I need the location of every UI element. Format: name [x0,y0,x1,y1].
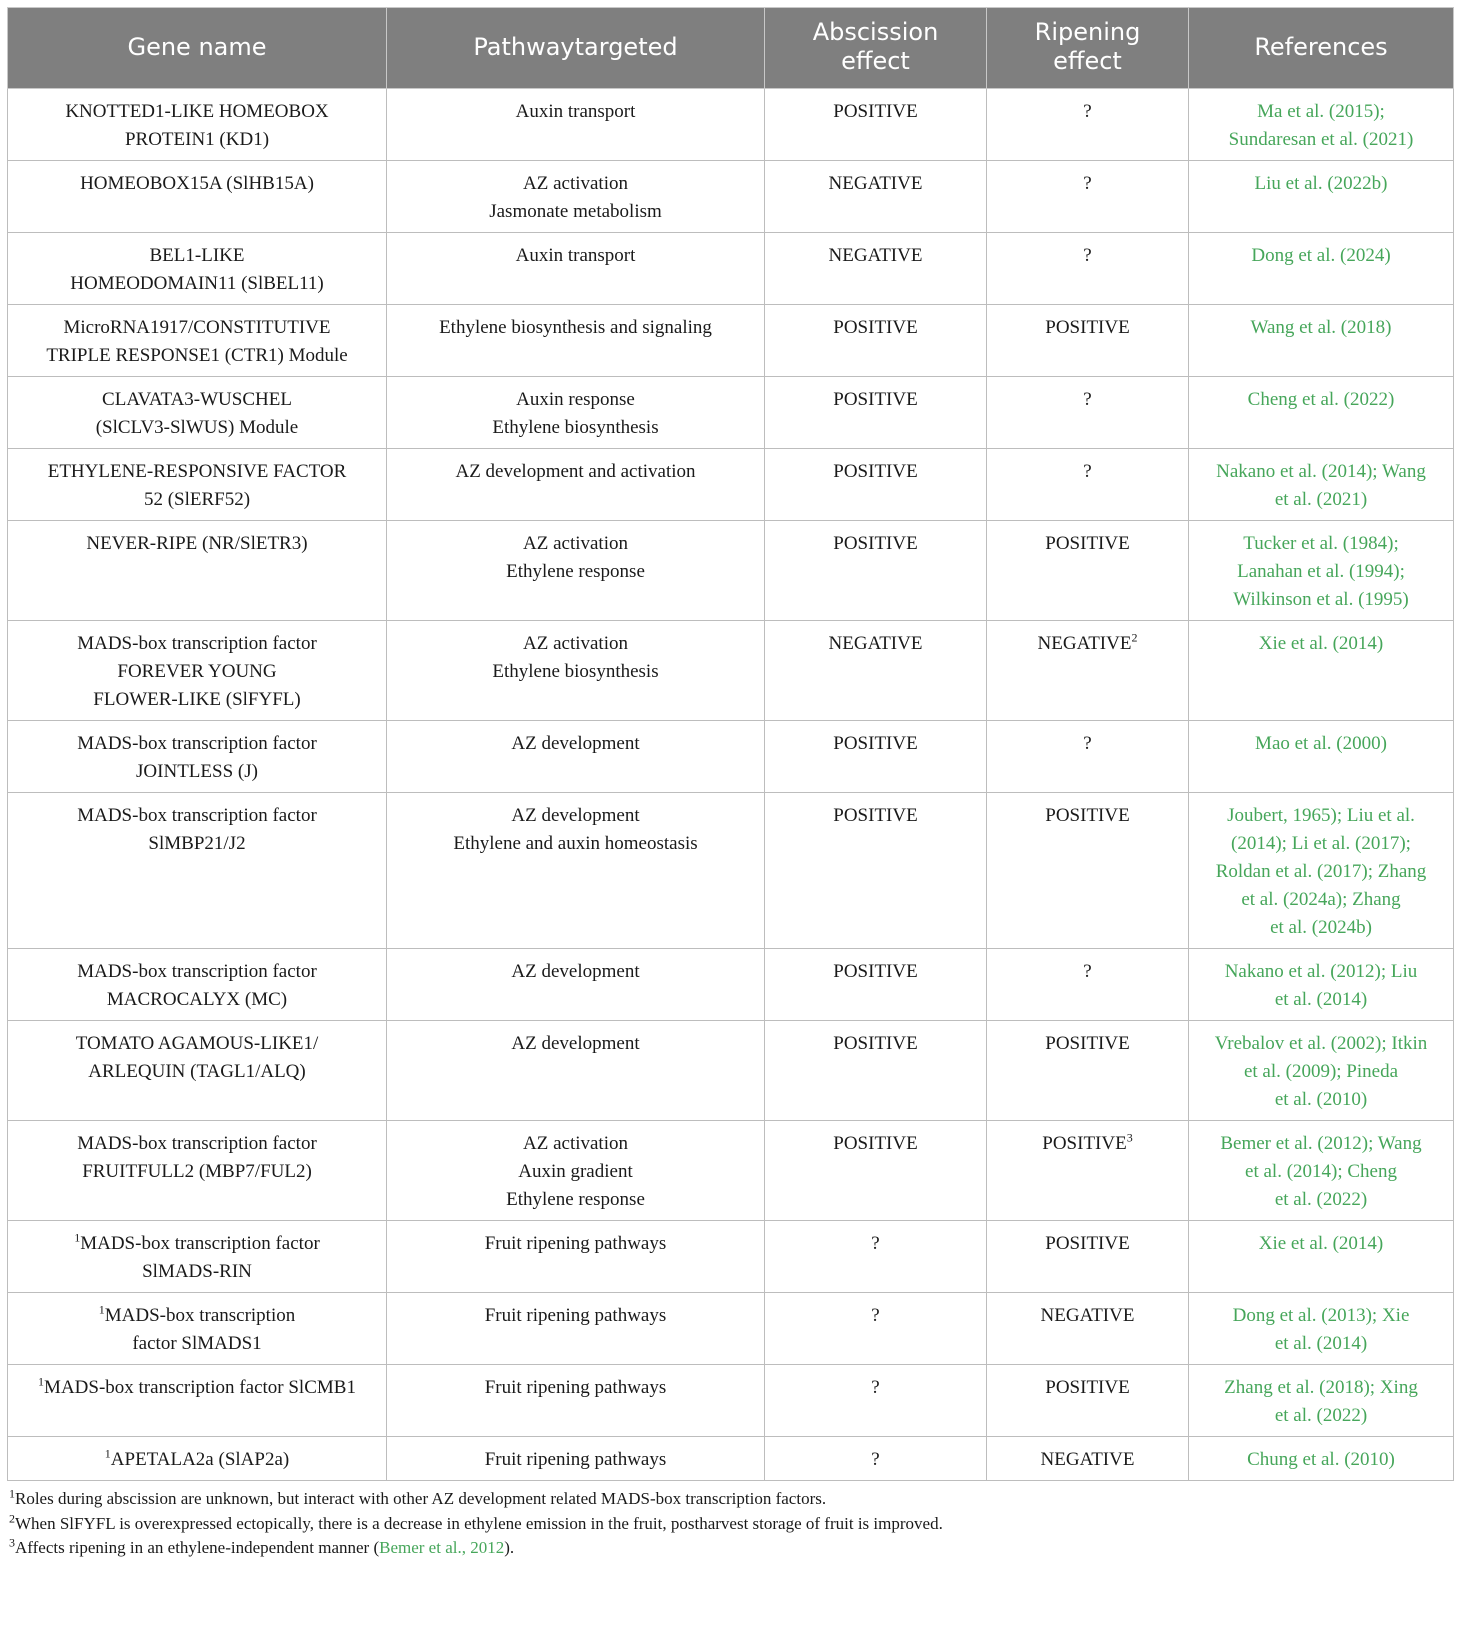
reference-link[interactable]: Zhang et al. (2018); Xing [1224,1377,1418,1398]
abscission-cell [765,449,987,521]
footnote [9,1512,1453,1537]
references-cell [1189,793,1454,949]
references-cell [1189,377,1454,449]
footnote-text: When SlFYFL is overexpressed ectopically, there is a decrease in ethylene emission in the fruit, postharvest storage of fruit is improved. [15,1513,943,1533]
document [7,7,1453,1561]
abscission-cell [765,521,987,621]
gene-name-cell [8,89,387,161]
reference-link[interactable]: Wang et al. (2018) [1250,317,1392,338]
gene-name-line: MADS-box transcription factor [77,805,317,826]
gene-name-line: BEL1-LIKE [149,245,245,266]
abscission-value: POSITIVE [833,1033,918,1054]
references-cell [1189,1121,1454,1221]
abscission-cell [765,1293,987,1365]
abscission-cell [765,377,987,449]
table-row [8,521,1454,621]
footnote-number: 3 [9,1535,15,1550]
references-cell [1189,1293,1454,1365]
pathway-cell [387,1021,765,1121]
pathway-cell [387,449,765,521]
reference-link[interactable]: (2014); Li et al. (2017); [1231,833,1411,854]
abscission-cell [765,1365,987,1437]
ripening-cell [987,1437,1189,1481]
pathway-cell [387,949,765,1021]
pathway-cell [387,1293,765,1365]
reference-link[interactable]: et al. (2022) [1274,1189,1368,1210]
abscission-value: ? [871,1449,880,1470]
abscission-cell [765,305,987,377]
footnote-marker: 3 [1126,1130,1133,1145]
gene-name-line: FRUITFULL2 (MBP7/FUL2) [82,1161,312,1182]
abscission-value: POSITIVE [833,317,918,338]
table-row [8,621,1454,721]
footnote-marker: 1 [98,1302,105,1317]
gene-name-line: PROTEIN1 (KD1) [124,129,270,150]
table-row [8,949,1454,1021]
references-cell [1189,1021,1454,1121]
references-cell [1189,1437,1454,1481]
table-row [8,449,1454,521]
gene-name-cell [8,1365,387,1437]
gene-name-line: JOINTLESS (J) [136,761,258,782]
references-cell [1189,621,1454,721]
pathway-cell [387,233,765,305]
abscission-value: POSITIVE [833,733,918,754]
ripening-value: POSITIVE [1045,1233,1130,1254]
gene-name-line: MicroRNA1917/CONSTITUTIVE [63,317,331,338]
references-cell [1189,721,1454,793]
pathway-line: AZ development [511,961,640,982]
gene-name-line: TOMATO AGAMOUS-LIKE1/ [75,1033,319,1054]
footnote-reference-link[interactable]: Bemer et al., 2012 [379,1538,505,1557]
pathway-line: AZ activation [523,1133,628,1154]
footnote-number: 1 [9,1486,15,1501]
ripening-value: NEGATIVE [1040,1449,1135,1470]
footnote-marker: 1 [104,1446,111,1461]
pathway-line: AZ development and activation [455,461,696,482]
abscission-cell [765,1437,987,1481]
gene-name-line: factor SlMADS1 [132,1333,262,1354]
pathway-line: AZ activation [523,173,628,194]
pathway-line: Auxin response [516,389,635,410]
pathway-line: AZ development [511,733,640,754]
pathway-line: Fruit ripening pathways [484,1449,667,1470]
abscission-value: POSITIVE [833,101,918,122]
table-row [8,1293,1454,1365]
gene-name-cell [8,377,387,449]
ripening-cell [987,377,1189,449]
header-gene-name: Gene name [8,8,387,89]
pathway-line: AZ activation [523,633,628,654]
pathway-line: Ethylene and auxin homeostasis [453,833,698,854]
table-row [8,305,1454,377]
table-body [8,89,1454,1481]
pathway-cell [387,793,765,949]
reference-link[interactable]: Nakano et al. (2012); Liu [1224,961,1418,982]
gene-name-line: MADS-box transcription factor SlCMB1 [44,1377,356,1398]
reference-link[interactable]: Chung et al. (2010) [1247,1449,1395,1470]
ripening-cell [987,621,1189,721]
pathway-line: AZ development [511,1033,640,1054]
references-cell [1189,233,1454,305]
references-cell [1189,449,1454,521]
ripening-cell [987,305,1189,377]
pathway-cell [387,1365,765,1437]
gene-name-line: CLAVATA3-WUSCHEL [102,389,292,410]
gene-name-line: ARLEQUIN (TAGL1/ALQ) [88,1061,306,1082]
reference-link[interactable]: et al. (2014) [1274,989,1368,1010]
footnotes [7,1487,1453,1561]
reference-link[interactable]: et al. (2021) [1274,489,1368,510]
ripening-value: POSITIVE [1045,1033,1130,1054]
reference-link[interactable]: Cheng et al. (2022) [1247,389,1395,410]
reference-link[interactable]: Bemer et al. (2012); Wang [1220,1133,1422,1154]
gene-name-cell [8,793,387,949]
gene-name-line: MADS-box transcription factor [77,961,317,982]
gene-table [7,7,1454,1481]
pathway-cell [387,89,765,161]
references-cell [1189,1221,1454,1293]
gene-name-line: MADS-box transcription factor [77,633,317,654]
gene-name-line: SlMADS-RIN [142,1261,252,1282]
gene-name-line: TRIPLE RESPONSE1 (CTR1) Module [46,345,348,366]
pathway-line: Ethylene response [506,1189,645,1210]
footnote-marker: 1 [74,1230,81,1245]
reference-link[interactable]: et al. (2024b) [1270,917,1372,938]
table-row [8,1021,1454,1121]
abscission-value: ? [871,1377,880,1398]
pathway-cell [387,1121,765,1221]
gene-name-cell [8,161,387,233]
pathway-cell [387,1437,765,1481]
pathway-line: Auxin transport [515,245,636,266]
abscission-value: POSITIVE [833,461,918,482]
abscission-value: NEGATIVE [828,173,923,194]
reference-link[interactable]: et al. (2014); Cheng [1245,1161,1397,1182]
ripening-cell [987,1021,1189,1121]
reference-link[interactable]: Dong et al. (2013); Xie [1232,1305,1410,1326]
gene-name-line: KNOTTED1-LIKE HOMEOBOX [65,101,329,122]
pathway-line: Jasmonate metabolism [489,201,662,222]
reference-link[interactable]: Joubert, 1965); Liu et al. [1227,805,1415,826]
gene-name-cell [8,1437,387,1481]
ripening-value: ? [1083,733,1092,754]
pathway-line: Auxin transport [515,101,636,122]
table-row [8,1221,1454,1293]
footnote-marker: 1 [38,1374,45,1389]
ripening-cell [987,1221,1189,1293]
gene-name-cell [8,1021,387,1121]
gene-name-cell [8,305,387,377]
references-cell [1189,89,1454,161]
pathway-cell [387,621,765,721]
gene-name-cell [8,1293,387,1365]
reference-link[interactable]: et al. (2022) [1274,1405,1368,1426]
table-row [8,1121,1454,1221]
abscission-value: POSITIVE [833,805,918,826]
table-header-row [8,8,1454,89]
pathway-line: AZ development [511,805,640,826]
header-abscission: Abscission effect [765,8,987,89]
table-row [8,233,1454,305]
reference-link[interactable]: Lanahan et al. (1994); [1237,561,1405,582]
ripening-value: NEGATIVE [1040,1305,1135,1326]
gene-name-cell [8,1221,387,1293]
pathway-cell [387,161,765,233]
abscission-value: POSITIVE [833,961,918,982]
references-cell [1189,161,1454,233]
abscission-cell [765,721,987,793]
abscission-value: ? [871,1233,880,1254]
footnote-number: 2 [9,1510,15,1525]
abscission-cell [765,949,987,1021]
footnote [9,1487,1453,1512]
reference-link[interactable]: Vrebalov et al. (2002); Itkin [1214,1033,1428,1054]
abscission-cell [765,1121,987,1221]
abscission-value: NEGATIVE [828,633,923,654]
ripening-value: ? [1083,245,1092,266]
table-row [8,1437,1454,1481]
ripening-value: ? [1083,101,1092,122]
ripening-value: ? [1083,389,1092,410]
gene-name-line: MADS-box transcription factor [77,733,317,754]
table-row [8,377,1454,449]
gene-name-line: APETALA2a (SlAP2a) [110,1449,290,1470]
ripening-cell [987,793,1189,949]
abscission-value: POSITIVE [833,389,918,410]
reference-link[interactable]: et al. (2014) [1274,1333,1368,1354]
pathway-line: Ethylene biosynthesis [492,661,659,682]
abscission-cell [765,793,987,949]
abscission-value: ? [871,1305,880,1326]
reference-link[interactable]: et al. (2010) [1274,1089,1368,1110]
pathway-line: Fruit ripening pathways [484,1305,667,1326]
header-pathway: Pathwaytargeted [387,8,765,89]
abscission-cell [765,621,987,721]
abscission-cell [765,161,987,233]
gene-name-cell [8,521,387,621]
gene-name-line: NEVER-RIPE (NR/SlETR3) [86,533,308,554]
gene-name-cell [8,949,387,1021]
reference-link[interactable]: Roldan et al. (2017); Zhang [1215,861,1427,882]
ripening-cell [987,1121,1189,1221]
gene-name-line: MADS-box transcription factor [77,1133,317,1154]
ripening-value: ? [1083,961,1092,982]
table-row [8,161,1454,233]
gene-name-cell [8,721,387,793]
reference-link[interactable]: et al. (2009); Pineda [1243,1061,1399,1082]
ripening-cell [987,89,1189,161]
abscission-value: NEGATIVE [828,245,923,266]
abscission-value: POSITIVE [833,533,918,554]
pathway-line: Ethylene biosynthesis and signaling [439,317,712,338]
gene-name-line: MACROCALYX (MC) [106,989,288,1010]
reference-link[interactable]: Sundaresan et al. (2021) [1228,129,1414,150]
table-row [8,793,1454,949]
ripening-value: POSITIVE [1045,805,1130,826]
reference-link[interactable]: et al. (2024a); Zhang [1241,889,1401,910]
abscission-cell [765,1021,987,1121]
pathway-line: AZ activation [523,533,628,554]
gene-name-cell [8,449,387,521]
gene-name-cell [8,621,387,721]
pathway-line: Fruit ripening pathways [484,1233,667,1254]
header-references: References [1189,8,1454,89]
reference-link[interactable]: Ma et al. (2015); [1257,101,1385,122]
abscission-cell [765,1221,987,1293]
references-cell [1189,949,1454,1021]
reference-link[interactable]: Xie et al. (2014) [1258,1233,1384,1254]
abscission-cell [765,89,987,161]
ripening-value: NEGATIVE [1037,633,1132,654]
pathway-line: Auxin gradient [518,1161,633,1182]
header-ripening: Ripening effect [987,8,1189,89]
reference-link[interactable]: Mao et al. (2000) [1255,733,1387,754]
abscission-cell [765,233,987,305]
pathway-cell [387,1221,765,1293]
reference-link[interactable]: Dong et al. (2024) [1251,245,1391,266]
ripening-cell [987,233,1189,305]
gene-name-line: ETHYLENE-RESPONSIVE FACTOR [47,461,347,482]
reference-link[interactable]: Xie et al. (2014) [1258,633,1384,654]
gene-name-line: MADS-box transcription [104,1305,296,1326]
reference-link[interactable]: Nakano et al. (2014); Wang [1216,461,1426,482]
ripening-value: POSITIVE [1042,1133,1127,1154]
ripening-value: POSITIVE [1045,533,1130,554]
gene-name-cell [8,233,387,305]
footnote-text: Roles during abscission are unknown, but interact with other AZ development related MADS-box transcription factors. [15,1489,827,1508]
reference-link[interactable]: Liu et al. (2022b) [1254,173,1388,194]
ripening-cell [987,449,1189,521]
references-cell [1189,521,1454,621]
footnote-text-end: ). [504,1538,515,1557]
ripening-cell [987,721,1189,793]
ripening-value: ? [1083,173,1092,194]
pathway-cell [387,521,765,621]
abscission-value: POSITIVE [833,1133,918,1154]
ripening-cell [987,521,1189,621]
footnote-marker: 2 [1131,630,1138,645]
table-row [8,721,1454,793]
gene-name-cell [8,1121,387,1221]
ripening-value: POSITIVE [1045,1377,1130,1398]
ripening-cell [987,1365,1189,1437]
gene-name-line: FLOWER-LIKE (SlFYFL) [93,689,301,710]
pathway-cell [387,721,765,793]
gene-name-line: SlMBP21/J2 [148,833,246,854]
ripening-cell [987,161,1189,233]
gene-name-line: 52 (SlERF52) [143,489,251,510]
pathway-line: Ethylene response [506,561,645,582]
table-row [8,1365,1454,1437]
ripening-value: ? [1083,461,1092,482]
reference-link[interactable]: Wilkinson et al. (1995) [1233,589,1409,610]
gene-name-line: MADS-box transcription factor [80,1233,320,1254]
pathway-line: Ethylene biosynthesis [492,417,659,438]
gene-name-line: (SlCLV3-SlWUS) Module [95,417,299,438]
table-row [8,89,1454,161]
gene-name-line: HOMEOBOX15A (SlHB15A) [80,173,314,194]
ripening-value: POSITIVE [1045,317,1130,338]
references-cell [1189,1365,1454,1437]
pathway-line: Fruit ripening pathways [484,1377,667,1398]
footnote-text: Affects ripening in an ethylene-independent manner ( [15,1538,380,1557]
gene-name-line: HOMEODOMAIN11 (SlBEL11) [70,273,324,294]
footnote [9,1536,1453,1561]
pathway-cell [387,377,765,449]
reference-link[interactable]: Tucker et al. (1984); [1243,533,1399,554]
references-cell [1189,305,1454,377]
ripening-cell [987,949,1189,1021]
pathway-cell [387,305,765,377]
ripening-cell [987,1293,1189,1365]
gene-name-line: FOREVER YOUNG [117,661,277,682]
